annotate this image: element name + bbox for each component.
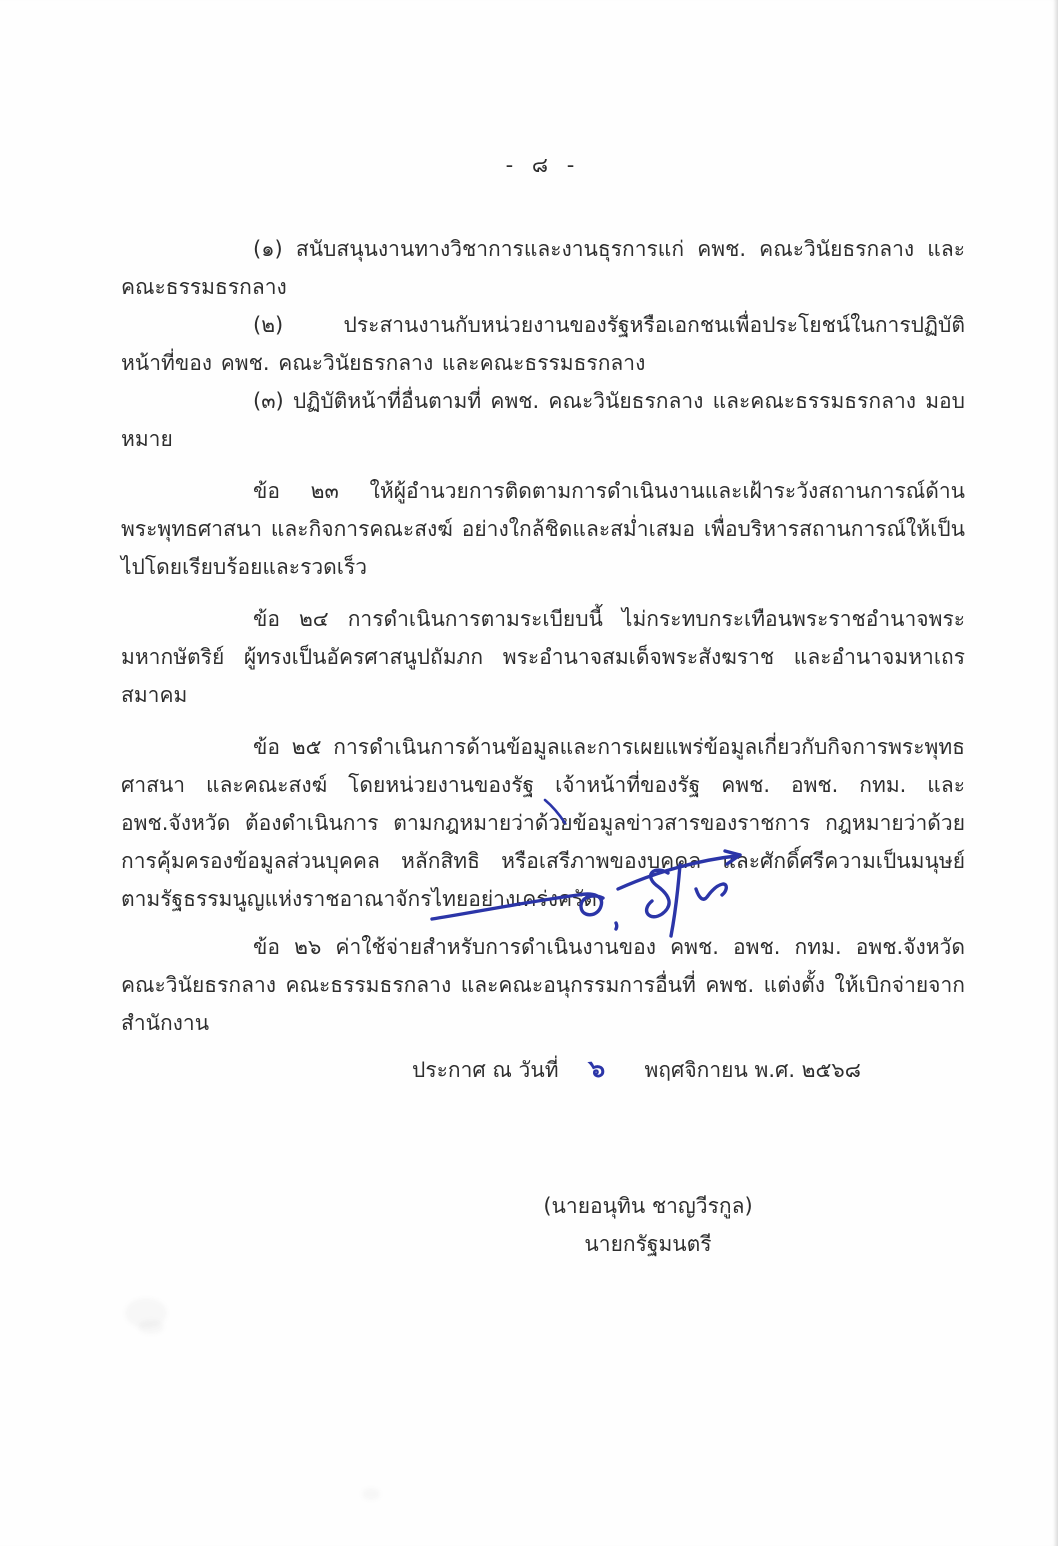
signature-icon (420, 843, 760, 955)
pen-stroke-icon (541, 797, 577, 831)
promulgation-suffix: พฤศจิกายน พ.ศ. ๒๕๖๘ (644, 1058, 861, 1082)
scan-smudge (138, 1320, 164, 1334)
clause-24: ข้อ ๒๔ การดำเนินการตามระเบียบนี้ ไม่กระทบกระเทือนพระราชอำนาจพระมหากษัตริย์ ผู้ทรงเป็นอัครศาสนูปถัมภก พระอำนาจสมเด็จพระสังฆราช และอำนาจมหาเถรสมาคม (121, 607, 965, 707)
clause-23: ข้อ ๒๓ ให้ผู้อำนวยการติดตามการดำเนินงานและเฝ้าระวังสถานการณ์ด้านพระพุทธศาสนา และกิจการคณะสงฆ์ อย่างใกล้ชิดและสม่ำเสมอ เพื่อบริหารสถานการณ์ให้เป็นไปโดยเรียบร้อยและรวดเร็ว (121, 479, 965, 579)
list-item-3: (๓) ปฏิบัติหน้าที่อื่นตามที่ คพช. คณะวินัยธรกลาง และคณะธรรมธรกลาง มอบหมาย (121, 389, 965, 451)
scan-smudge (362, 1488, 380, 1500)
signer-name: (นายอนุทิน ชาญวีรกูล) (543, 1194, 753, 1218)
list-item-2: (๒) ประสานงานกับหน่วยงานของรัฐหรือเอกชนเพื่อประโยชน์ในการปฏิบัติหน้าที่ของ คพช. คณะวินัยธรกลาง และคณะธรรมธรกลาง (121, 313, 965, 375)
signer-title: นายกรัฐมนตรี (584, 1232, 712, 1256)
promulgation-line (121, 1050, 965, 1089)
clause-26: ข้อ ๒๖ ค่าใช้จ่ายสำหรับการดำเนินงานของ คพช. อพช. กทม. อพช.จังหวัด คณะวินัยธรกลาง คณะธรรมธรกลาง และคณะอนุกรรมการอื่นที่ คพช. แต่งตั้ง ให้เบิกจ่ายจากสำนักงาน (121, 935, 965, 1035)
handwritten-day: ๖ (587, 1053, 606, 1084)
document-content (121, 0, 965, 1263)
list-item-1: (๑) สนับสนุนงานทางวิชาการและงานธุรการแก่ คพช. คณะวินัยธรกลาง และคณะธรรมธรกลาง (121, 237, 965, 299)
page-number: - ๘ - (505, 153, 581, 177)
promulgation-prefix: ประกาศ ณ วันที่ (412, 1058, 559, 1082)
clause-25: ข้อ ๒๕ การดำเนินการด้านข้อมูลและการเผยแพร่ข้อมูลเกี่ยวกับกิจการพระพุทธศาสนา และคณะสงฆ์ โดยหน่วยงานของรัฐ เจ้าหน้าที่ของรัฐ คพช. อพช. กทม. และ อพช.จังหวัด ต้องดำเนินการ ตามกฎหมายว่าด้วยข้อมูลข่าวสารของราชการ กฎหมายว่าด้วยการคุ้มครองข้อมูลส่วนบุคคล หลักสิทธิ หรือเสรีภาพของบุคคล และศักดิ์ศรีความเป็นมนุษย์ ตามรัฐธรรมนูญแห่งราชอาณาจักรไทยอย่างเคร่งครัด (121, 735, 965, 911)
scan-edge-shadow (1053, 0, 1058, 1546)
signoff-block (448, 1187, 848, 1263)
